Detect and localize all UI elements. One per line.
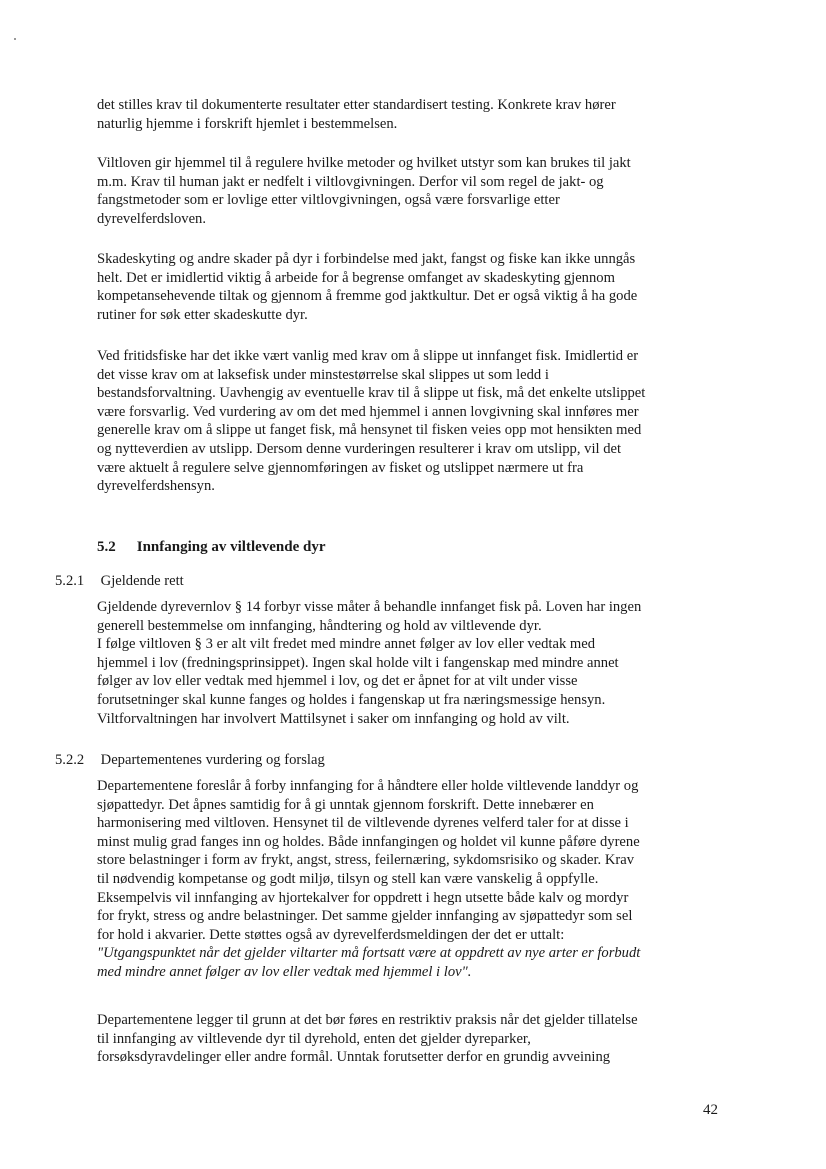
text-line: naturlig hjemme i forskrift hjemlet i bestemmelsen. [97,115,398,132]
text-line: sjøpattedyr. Det åpnes samtidig for å gi unntak gjennom forskrift. Dette innebærer en [97,796,594,813]
text-line: generelle krav om å slippe ut fanget fisk, må hensynet til fisken veies opp mot hensikten med [97,422,642,439]
text-line: forsøksdyravdelinger eller andre formål. Unntak forutsetter derfor en grundig avveining [97,1049,611,1066]
text-line: Viltforvaltningen har involvert Mattilsynet i saker om innfanging og hold av vilt. [97,710,570,727]
subsection-number-2: 5.2.2 [55,752,85,768]
paragraph-6 [97,777,729,982]
text-line: bestandsforvaltning. Uavhengig av eventuelle krav til å slippe ut fisk, må det enkelte utslippet [97,385,646,402]
text-line: Departementene foreslår å forby innfanging for å håndtere eller holde viltlevende landdyr og [97,778,639,794]
subsection-number-1: 5.2.1 [55,573,85,589]
subsection-heading-1 [55,573,184,590]
text-line: dyrevelferdsloven. [97,210,207,227]
text-line: fangstmetoder som er lovlige etter viltlovgivningen, også være forsvarlige etter [97,192,560,209]
text-line: for frykt, stress og andre belastninger. Det samme gjelder innfanging av sjøpattedyr som sel [97,908,633,925]
text-line: forutsetninger skal kunne fanges og holdes i fangenskap ut fra næringsmessige hensyn. [97,691,606,708]
text-line: det visse krav om at laksefisk under minstestørrelse skal slippes ut som ledd i [97,366,549,383]
text-line: generell bestemmelse om innfanging, håndtering og hold av viltlevende dyr. [97,617,542,634]
paragraph-2 [97,154,729,228]
section-heading [97,539,326,556]
text-line: Ved fritidsfiske har det ikke vært vanlig med krav om å slippe ut innfanget fisk. Imidlertid er [97,348,639,364]
text-line: kompetansehevende tiltak og gjennom å fremme god jaktkultur. Det er også viktig å ha gode [97,288,638,305]
text-line: rutiner for søk etter skadeskutte dyr. [97,306,308,323]
text-line: for hold i akvarier. Dette støttes også av dyrevelferdsmeldingen der det er uttalt: [97,926,565,943]
text-line: Gjeldende dyrevernlov § 14 forbyr visse måter å behandle innfanget fisk på. Loven har ingen [97,599,642,615]
subsection-heading-2 [55,752,325,769]
quotation [97,944,729,981]
text-line: helt. Det er imidlertid viktig å arbeide for å begrense omfanget av skadeskyting gjennom [97,269,615,286]
text-line: Eksempelvis vil innfanging av hjortekalver for oppdrett i hegn utsette både kalv og mordyr [97,889,629,906]
paragraph-7 [97,1011,729,1067]
text-line: til nødvendig kompetanse og godt miljø, tilsyn og stell kan være vanskelig å oppfylle. [97,870,599,887]
subsection-title-2: Departementenes vurdering og forslag [100,752,325,768]
page-number: 42 [703,1102,718,1118]
text-line: store belastninger i form av frykt, angst, stress, feilernæring, sykdomsrisiko og skader. Krav [97,852,635,869]
text-line: følger av lov eller vedtak med hjemmel i lov, og det er åpnet for at vilt under visse [97,673,578,690]
text-line: med mindre annet følger av lov eller vedtak med hjemmel i lov". [97,963,472,980]
text-line: Departementene legger til grunn at det bør føres en restriktiv praksis når det gjelder tillatelse [97,1012,638,1028]
text-line: harmonisering med viltloven. Hensynet til de viltlevende dyrenes velferd taler for at disse i [97,815,629,832]
text-line: til innfanging av viltlevende dyr til dyrehold, enten det gjelder dyreparker, [97,1030,531,1047]
text-line: det stilles krav til dokumenterte resultater etter standardisert testing. Konkrete krav hører [97,97,616,113]
text-line: Viltloven gir hjemmel til å regulere hvilke metoder og hvilket utstyr som kan brukes til jakt [97,155,631,171]
text-line: "Utgangspunktet når det gjelder viltarter må fortsatt være at oppdrett av nye arter er forbudt [97,945,641,962]
paragraph-4 [97,347,729,496]
paragraph-5 [97,598,729,728]
text-line: hjemmel i lov (fredningsprinsippet). Ingen skal holde vilt i fangenskap med mindre annet [97,654,619,671]
scan-speck [14,38,16,40]
text-line: minst mulig grad fanges inn og holdes. Både innfangingen og holdet vil kunne påføre dyrene [97,833,640,850]
text-line: Skadeskyting og andre skader på dyr i forbindelse med jakt, fangst og fiske kan ikke unngås [97,251,636,267]
section-title: Innfanging av viltlevende dyr [136,539,326,555]
text-line: være aktuelt å regulere selve gjennomføringen av fisket og utslippet nærmere ut fra [97,459,584,476]
text-line: I følge viltloven § 3 er alt vilt fredet med mindre annet følger av lov eller vedtak med [97,636,596,653]
section-number: 5.2 [97,539,116,555]
paragraph-3 [97,250,729,324]
text-line: dyrevelferdshensyn. [97,478,215,495]
text-line: m.m. Krav til human jakt er nedfelt i viltlovgivningen. Derfor vil som regel de jakt- og [97,173,604,190]
paragraph-1 [97,96,729,133]
text-line: være forsvarlig. Ved vurdering av om det med hjemmel i annen lovgivning skal innføres mer [97,403,639,420]
subsection-title-1: Gjeldende rett [100,573,184,589]
text-line: og nytteverdien av utslipp. Dersom denne vurderingen resulterer i krav om utslipp, vil det [97,440,622,457]
